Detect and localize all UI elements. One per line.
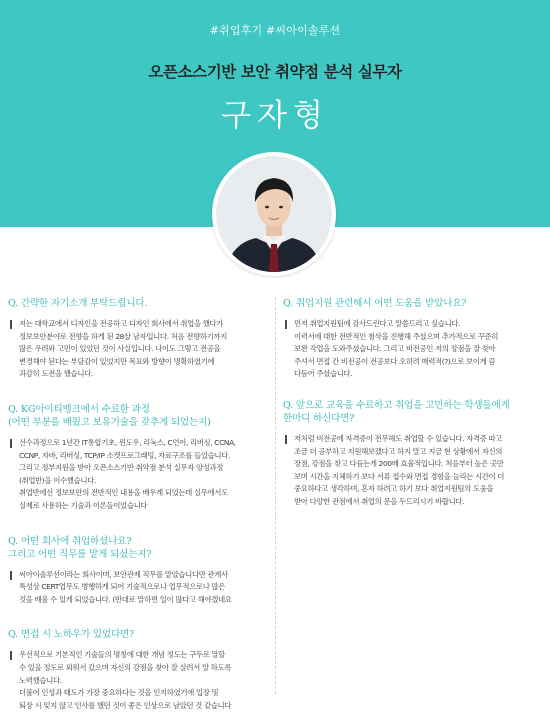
question-course: Q. KG아이티뱅크에서 수료한 과정 (어떤 부분을 배웠고 보유기술을 갖추게 되었는지) bbox=[8, 403, 211, 428]
right-column bbox=[283, 297, 545, 509]
avatar bbox=[212, 152, 336, 276]
hashtags: #취업후기 #씨아이솔루션 bbox=[209, 24, 341, 37]
question-advice: Q. 앞으로 교육을 수료하고 취업을 고민하는 학생들에게 한마디 하신다면? bbox=[283, 399, 510, 424]
question-support: Q. 취업지원 관련해서 어떤 도움을 받았나요? bbox=[283, 298, 467, 309]
question-company: Q. 어떤 회사에 취업하셨나요? 그리고 어떤 직무를 맡게 되셨는지? bbox=[8, 535, 152, 560]
column-divider bbox=[275, 297, 277, 694]
course-title: 오픈소스기반 보안 취약점 분석 실무자 bbox=[148, 63, 402, 81]
person-photo-icon bbox=[216, 156, 332, 272]
answer-support: 먼저 취업지원팀에 감사드린다고 말씀드리고 싶습니다. 이력서에 대한 전반적인 첨삭을 진행해 주셨으며 추가적으로 꾸준히 보완 작업을 도와주셨습니다. 그리고 비전공인 저의 장점을 잘 찾아 주셔서 면접 간 비전공이 전공보다 오히려 매력적(?)으로 보이게 끔 다듬어 주셨습니다. bbox=[283, 318, 545, 381]
question-intro: Q. 간략한 자기소개 부탁드립니다. bbox=[8, 298, 148, 309]
answer-advice: 저처럼 비전공에 자격증이 전무해도 취업할 수 있습니다. 자격증 따고 조금 더 공부하고 지원해보겠다고 하지 말고 지금 현 상황에서 자신의 장점, 강점을 찾고 다듬는게 200배 효율적입니다. 처음부터 높은 곳만 보며 시간을 지체하기 보다 서류 접수와 면접 경험을 늘리는 시간이 더 중요하다고 생각하며, 혼자 하려고 하기 보다 취업지원팀의 도움을 받아 다양한 관점에서 취업의 문을 두드리시기 바랍니다. bbox=[283, 433, 545, 509]
answer-company: 씨아이솔루션이라는 회사이며, 보안관제 직무를 맡았습니다만 관계사 특성상 CERT업무도 병행하게 되어 기술적으로나 업무적으로나 많은 것을 배울 수 있게 되었습니다. (반대로 말하면 일이 많다고 해야겠네요 bbox=[8, 569, 270, 607]
left-column bbox=[8, 297, 270, 712]
answer-intro: 저는 대학교에서 디자인을 전공하고 디자인 회사에서 취업을 했다가 정보보안분야로 전향을 하게 된 28살 남자입니다. 처음 전향하기까지 많은 우려와 고민이 있었던 것이 사실입니다. 나이도 그렇고 전공을 변경해야 된다는 부담감이 있었지만 목표와 방향이 명확하였기에 과감히 도전을 했습니다. bbox=[8, 318, 270, 381]
question-interview: Q. 면접 시 노하우가 있었다면? bbox=[8, 629, 135, 641]
answer-interview: 우선적으로 기본적인 기술들의 명칭에 대한 개념 정도는 구두로 말할 수 있을 정도로 외워서 갔으며 자신의 강점을 찾아 잘 살려서 말 하도록 노력했습니다. 더불어 인성과 태도가 가장 중요하다는 것을 인지하였기에 입장 및 퇴장 시 잊지 않고 인사를 했던 것이 좋은 인상으로 남았던 것 같습니다 bbox=[8, 649, 270, 712]
person-name: 구자형 bbox=[221, 98, 329, 134]
answer-course: 선수과정으로 1년간 IT통합기초, 윈도우, 리눅스, C언어, 리버싱, CCNA, CCNP, 자바, 리버싱, TCP/IP 소켓프로그래밍, 자료구조를 들었습니다. 그리고 정부지원을 받아 오픈소스기반 취약점 분석 실무자 양성과정 (취업반)을 이수했습니다. 취업반에선 정보보안의 전반적인 내용을 배우게 되었는데 실무에서도 실제로 사용하는 기술과 이론들이었습니다 bbox=[8, 437, 270, 513]
